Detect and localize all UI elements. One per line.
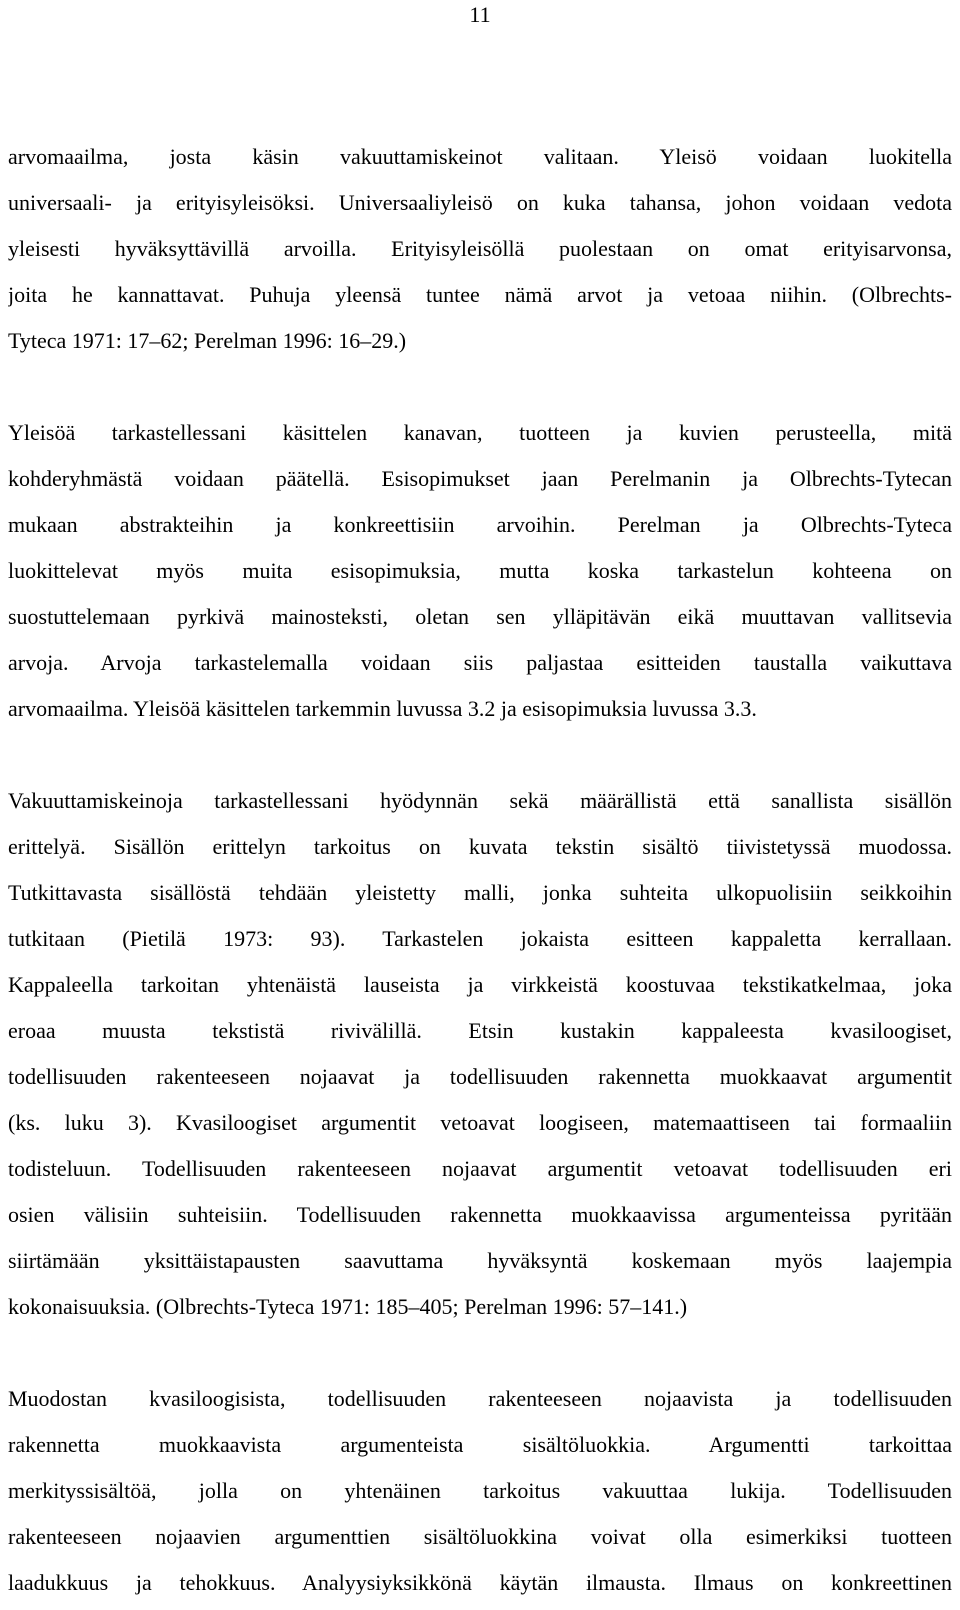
paragraph-2: [8, 410, 952, 732]
text-line: Tutkittavasta sisällöstä tehdään yleistetty malli, jonka suhteita ulkopuolisiin seikkoihin: [8, 880, 952, 905]
text-line: siirtämään yksittäistapausten saavuttama hyväksyntä koskemaan myös laajempia: [8, 1248, 952, 1273]
text-line: mukaan abstrakteihin ja konkreettisiin arvoihin. Perelman ja Olbrechts-Tyteca: [8, 512, 952, 537]
text-line: tutkitaan (Pietilä 1973: 93). Tarkastelen jokaista esitteen kappaletta kerrallaan.: [8, 926, 952, 951]
text-line: eroaa muusta tekstistä rivivälillä. Etsin kustakin kappaleesta kvasiloogiset,: [8, 1018, 952, 1043]
page-number: 11: [469, 2, 491, 27]
paragraph-1: [8, 134, 952, 364]
document-body: [8, 134, 952, 1606]
text-line: (ks. luku 3). Kvasiloogiset argumentit vetoavat loogiseen, matemaattiseen tai formaaliin: [8, 1110, 952, 1135]
text-line: erittelyä. Sisällön erittelyn tarkoitus on kuvata tekstin sisältö tiivistetyssä muodossa.: [8, 834, 952, 859]
text-line: kohderyhmästä voidaan päätellä. Esisopimukset jaan Perelmanin ja Olbrechts-Tytecan: [8, 466, 952, 491]
paragraph-4: [8, 1376, 952, 1606]
text-line: joita he kannattavat. Puhuja yleensä tuntee nämä arvot ja vetoaa niihin. (Olbrechts-: [8, 282, 952, 307]
text-line: arvomaailma. Yleisöä käsittelen tarkemmin luvussa 3.2 ja esisopimuksia luvussa 3.3.: [8, 696, 757, 721]
text-line: Tyteca 1971: 17–62; Perelman 1996: 16–29.): [8, 328, 407, 353]
text-line: Muodostan kvasiloogisista, todellisuuden rakenteeseen nojaavista ja todellisuuden: [8, 1386, 952, 1411]
text-line: arvomaailma, josta käsin vakuuttamiskeinot valitaan. Yleisö voidaan luokitella: [8, 144, 952, 169]
text-line: Kappaleella tarkoitan yhtenäistä lauseista ja virkkeistä koostuvaa tekstikatkelmaa, joka: [8, 972, 952, 997]
text-line: rakenteeseen nojaavien argumenttien sisältöluokkina voivat olla esimerkiksi tuotteen: [8, 1524, 952, 1549]
text-line: rakennetta muokkaavista argumenteista sisältöluokkia. Argumentti tarkoittaa: [8, 1432, 952, 1457]
text-line: kokonaisuuksia. (Olbrechts-Tyteca 1971: 185–405; Perelman 1996: 57–141.): [8, 1294, 688, 1319]
text-line: Yleisöä tarkastellessani käsittelen kanavan, tuotteen ja kuvien perusteella, mitä: [8, 420, 952, 445]
text-line: todellisuuden rakenteeseen nojaavat ja todellisuuden rakennetta muokkaavat argumentit: [8, 1064, 952, 1089]
text-line: suostuttelemaan pyrkivä mainosteksti, oletan sen ylläpitävän eikä muuttavan vallitsevia: [8, 604, 952, 629]
text-line: yleisesti hyväksyttävillä arvoilla. Erityisyleisöllä puolestaan on omat erityisarvonsa,: [8, 236, 952, 261]
text-line: osien välisiin suhteisiin. Todellisuuden rakennetta muokkaavissa argumenteissa pyritään: [8, 1202, 952, 1227]
text-line: luokittelevat myös muita esisopimuksia, mutta koska tarkastelun kohteena on: [8, 558, 952, 583]
text-line: todisteluun. Todellisuuden rakenteeseen nojaavat argumentit vetoavat todellisuuden eri: [8, 1156, 952, 1181]
text-line: merkityssisältöä, jolla on yhtenäinen tarkoitus vakuuttaa lukija. Todellisuuden: [8, 1478, 952, 1503]
text-line: arvoja. Arvoja tarkastelemalla voidaan siis paljastaa esitteiden taustalla vaikuttava: [8, 650, 952, 675]
paragraph-3: [8, 778, 952, 1330]
text-line: Vakuuttamiskeinoja tarkastellessani hyödynnän sekä määrällistä että sanallista sisällön: [8, 788, 952, 813]
text-line: universaali- ja erityisyleisöksi. Universaaliyleisö on kuka tahansa, johon voidaan vedota: [8, 190, 952, 215]
text-line: laadukkuus ja tehokkuus. Analyysiyksikkönä käytän ilmausta. Ilmaus on konkreettinen: [8, 1570, 952, 1595]
